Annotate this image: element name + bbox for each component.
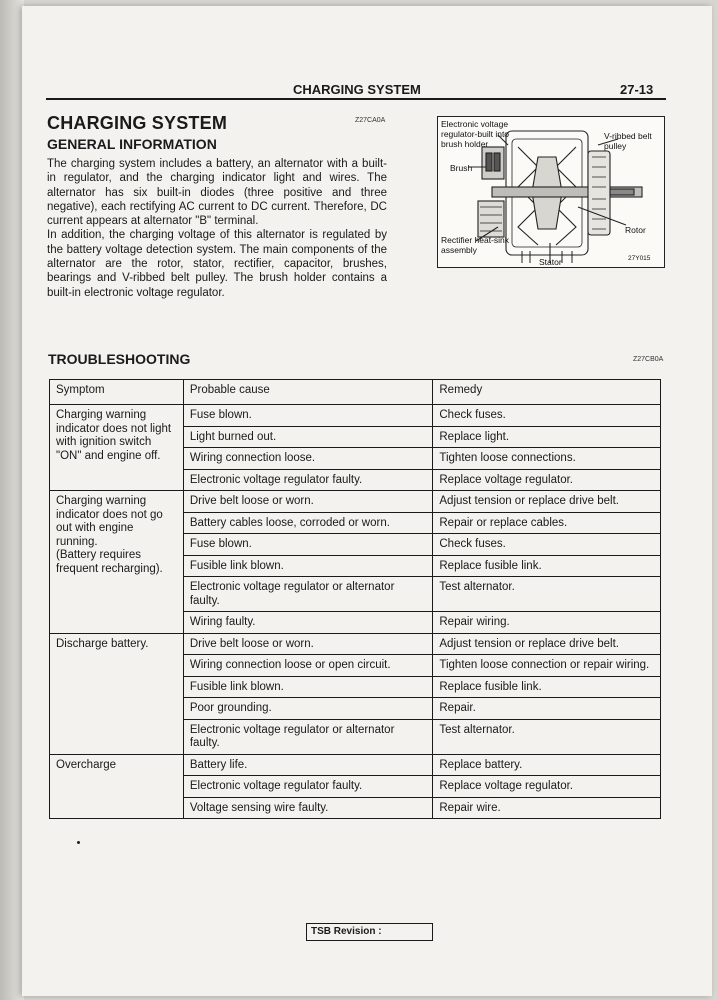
cause-cell: Fuse blown. <box>183 534 433 556</box>
remedy-cell: Replace fusible link. <box>433 676 661 698</box>
cause-cell: Electronic voltage regulator faulty. <box>183 469 433 491</box>
symptom-cell: Charging warning indicator does not light with ignition switch "ON" and engine off. <box>50 405 184 491</box>
cause-cell: Battery life. <box>183 754 433 776</box>
cause-cell: Electronic voltage regulator faulty. <box>183 776 433 798</box>
general-info-text <box>47 157 387 300</box>
remedy-cell: Replace voltage regulator. <box>433 776 661 798</box>
cause-cell: Drive belt loose or worn. <box>183 491 433 513</box>
cause-cell: Electronic voltage regulator or alternator faulty. <box>183 577 433 612</box>
print-speck <box>77 841 80 844</box>
troubleshooting-title: TROUBLESHOOTING <box>48 351 191 367</box>
section-subtitle: GENERAL INFORMATION <box>47 136 217 152</box>
table-row <box>50 754 661 776</box>
cause-cell: Wiring faulty. <box>183 612 433 634</box>
paragraph-2: In addition, the charging voltage of this alternator is regulated by the battery voltage detection system. The main components of the alternator are the rotor, stator, rectifier, capacitor, brushes, bearings and V-ribbed belt pulley. The brush holder contains a built-in electronic voltage regulator. <box>47 229 387 299</box>
remedy-cell: Repair. <box>433 698 661 720</box>
symptom-cell: Discharge battery. <box>50 633 184 754</box>
cause-cell: Light burned out. <box>183 426 433 448</box>
table-row <box>50 633 661 655</box>
label-brush: Brush <box>450 163 473 173</box>
column-header: Probable cause <box>183 380 433 405</box>
cause-cell: Poor grounding. <box>183 698 433 720</box>
label-stator: Stator <box>539 257 562 267</box>
label-rotor: Rotor <box>625 225 646 235</box>
remedy-cell: Test alternator. <box>433 719 661 754</box>
cause-cell: Battery cables loose, corroded or worn. <box>183 512 433 534</box>
remedy-cell: Repair or replace cables. <box>433 512 661 534</box>
paragraph-1: The charging system includes a battery, an alternator with a built-in regulator, and the charging indicator light and wires. The alternator has six built-in diodes (three positive and three negative), each rectifying AC current to DC current. Therefore, DC current appears at alternator "B" terminal. <box>47 158 387 228</box>
cause-cell: Fuse blown. <box>183 405 433 427</box>
column-header: Symptom <box>50 380 184 405</box>
symptom-cell: Charging warning indicator does not go out with engine running. (Battery requires frequent recharging). <box>50 491 184 634</box>
remedy-cell: Repair wiring. <box>433 612 661 634</box>
figure-code: 27Y015 <box>628 255 651 262</box>
label-voltage-regulator: Electronic voltage regulator-built into brush holder <box>441 119 510 149</box>
remedy-cell: Check fuses. <box>433 405 661 427</box>
label-rectifier: Rectifier heat-sink assembly <box>441 235 510 255</box>
remedy-cell: Replace fusible link. <box>433 555 661 577</box>
table-row <box>50 491 661 513</box>
column-header: Remedy <box>433 380 661 405</box>
remedy-cell: Replace battery. <box>433 754 661 776</box>
remedy-cell: Adjust tension or replace drive belt. <box>433 633 661 655</box>
table-header-row <box>50 380 661 405</box>
page-title: CHARGING SYSTEM <box>47 113 228 133</box>
cause-cell: Voltage sensing wire faulty. <box>183 797 433 819</box>
table-row <box>50 405 661 427</box>
section-code: Z27CA0A <box>355 117 386 124</box>
remedy-cell: Tighten loose connections. <box>433 448 661 470</box>
remedy-cell: Check fuses. <box>433 534 661 556</box>
label-vribbed-pulley: V-ribbed belt pulley <box>604 131 652 151</box>
alternator-diagram <box>437 116 665 268</box>
remedy-cell: Replace light. <box>433 426 661 448</box>
cause-cell: Electronic voltage regulator or alternator faulty. <box>183 719 433 754</box>
page-number: 27-13 <box>620 82 654 97</box>
troubleshooting-table <box>49 379 661 819</box>
remedy-cell: Repair wire. <box>433 797 661 819</box>
remedy-cell: Replace voltage regulator. <box>433 469 661 491</box>
header-rule <box>46 98 666 100</box>
cause-cell: Fusible link blown. <box>183 555 433 577</box>
cause-cell: Wiring connection loose or open circuit. <box>183 655 433 677</box>
cause-cell: Wiring connection loose. <box>183 448 433 470</box>
binder-edge <box>0 0 24 1000</box>
symptom-cell: Overcharge <box>50 754 184 819</box>
cause-cell: Fusible link blown. <box>183 676 433 698</box>
troubleshooting-code: Z27CB0A <box>633 356 664 363</box>
remedy-cell: Adjust tension or replace drive belt. <box>433 491 661 513</box>
header-section-title: CHARGING SYSTEM <box>293 82 421 97</box>
remedy-cell: Test alternator. <box>433 577 661 612</box>
remedy-cell: Tighten loose connection or repair wiring. <box>433 655 661 677</box>
cause-cell: Drive belt loose or worn. <box>183 633 433 655</box>
tsb-revision-box: TSB Revision : <box>306 923 433 941</box>
